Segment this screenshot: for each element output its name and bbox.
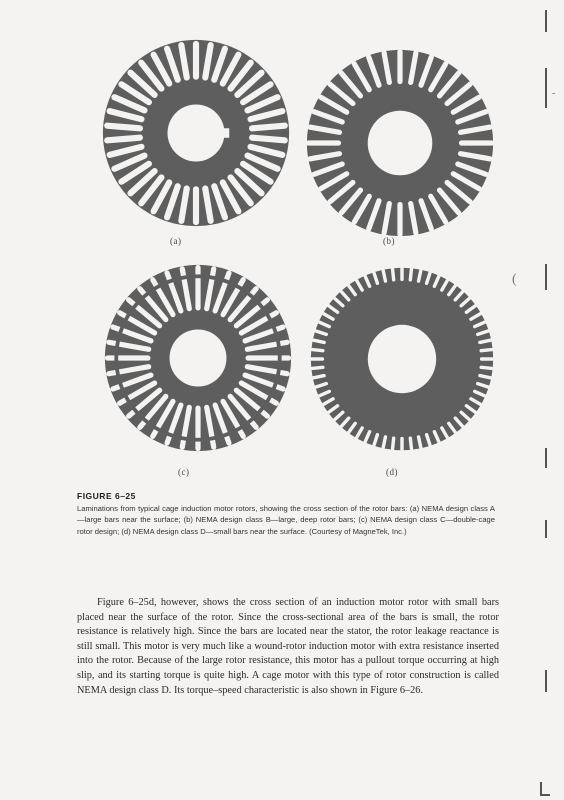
scan-edge-mark <box>545 520 547 538</box>
panel-label-a: (a) <box>170 236 182 246</box>
double-cage-bridge <box>195 438 201 442</box>
rotor-bar-slot <box>310 357 324 360</box>
shaft-hole <box>170 330 227 387</box>
rotor-lamination-b <box>305 48 495 238</box>
scan-edge-mark <box>540 794 550 796</box>
rotor-bar-slot <box>105 355 151 360</box>
keyway-notch <box>222 128 230 138</box>
rotor-bar-slot <box>459 140 494 145</box>
scan-edge-mark <box>545 264 547 290</box>
body-paragraph: Figure 6–25d, however, shows the cross section of an induction motor rotor with small bars placed near the surface of the rotor. Since the cross-sectional area of the bars is small, the rotor resistance is relatively high. Since the bars are located near the stator, the rotor leakage reactance is still small. This motor is very much like a wound-rotor induction motor with extra resistance inserted into the rotor. Because of the large rotor resistance, this motor has a pullout torque occurring at high slip, and its starting torque is quite high. A cage motor with this type of rotor construction is called NEMA design class D. Its torque–speed characteristic is also shown in Figure 6–26. <box>77 597 499 696</box>
rotor-bar-slot <box>397 202 402 237</box>
rotor-bar-slot <box>400 267 403 281</box>
rotor-bar-slot <box>306 140 341 145</box>
figure-number: FIGURE 6–25 <box>77 491 136 501</box>
scan-edge-mark <box>545 448 547 468</box>
scan-edge-mark <box>545 10 547 32</box>
scan-artifact-glyph: - <box>552 88 556 99</box>
scan-edge-mark <box>545 68 547 108</box>
panel-label-d: (d) <box>386 467 398 477</box>
rotor-bar-slot <box>400 437 403 451</box>
double-cage-bridge <box>195 274 201 278</box>
figure-caption: Laminations from typical cage induction motor rotors, showing the cross section of the rotor bars: (a) NEMA design class A—large bars near the surface; (b) NEMA design class B—large, deep rotor bars; (c) NEMA design class C—double-cage rotor design; (d) NEMA design class D—small bars near the surface. (Courtesy of MagneTek, Inc.) <box>77 504 495 536</box>
rotor-bar-slot <box>195 406 200 452</box>
shaft-hole <box>168 105 225 162</box>
rotor-lamination-d <box>307 264 497 454</box>
rotor-bar-slot <box>195 265 200 311</box>
rotor-lamination-c <box>103 263 293 453</box>
rotor-bar-slot <box>397 49 402 84</box>
rotor-bar-slot <box>193 186 199 225</box>
panel-label-c: (c) <box>178 467 190 477</box>
rotor-bar-slot <box>193 41 199 80</box>
panel-label-b: (b) <box>383 236 395 246</box>
rotor-lamination-a <box>101 38 291 228</box>
scan-edge-mark <box>545 670 547 692</box>
shaft-hole <box>368 111 433 176</box>
double-cage-bridge <box>278 355 282 361</box>
shaft-hole <box>368 325 436 393</box>
rotor-bar-slot <box>480 357 494 360</box>
scan-artifact-glyph: ( <box>512 272 517 287</box>
double-cage-bridge <box>114 355 118 361</box>
rotor-bar-slot <box>246 355 292 360</box>
